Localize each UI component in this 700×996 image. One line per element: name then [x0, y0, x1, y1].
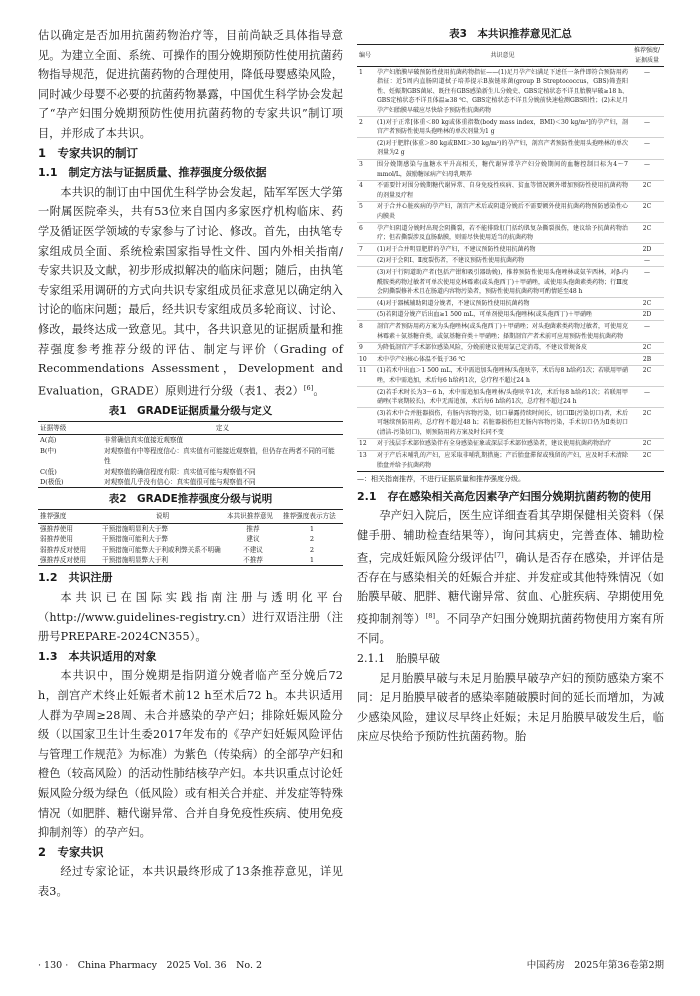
table-cell: 2D [630, 309, 664, 321]
table3-header-number: 编号 [357, 45, 375, 67]
footer-right: 中国药房 2025年第36卷第2期 [526, 960, 664, 971]
table-cell: 13 [357, 450, 375, 471]
table-row [357, 117, 664, 138]
table-cell: (1)对于正常[体重＜80 kg或体重指数(body mass index，BMI)＜30 kg/m²]的孕产妇，剖宫产者预防性使用头孢唑林的单次剂量为1 g [375, 117, 630, 138]
table-cell: 5 [357, 201, 375, 222]
section-1-heading: 1 专家共识的制订 [38, 145, 139, 160]
table1-header-level: 证据等级 [38, 422, 102, 435]
table-row [38, 523, 343, 534]
section-1-3-heading: 1.3 本共识适用的对象 [38, 649, 157, 663]
section-2-heading: 2 专家共识 [38, 844, 104, 859]
table-row [38, 467, 343, 477]
table-row [357, 342, 664, 354]
section-2-1-text: 孕产妇入院后，医生应详细查看其孕期保健相关资料（保健手册、辅助检查结果等），询问其病史，完善查体、辅助检查，完成妊娠风险分级评估 [357, 509, 664, 565]
table-cell: 建议 [246, 535, 260, 544]
table-cell: 7 [357, 244, 375, 256]
section-2-1-paragraph [357, 506, 664, 649]
section-1-1-heading: 1.1 制定方法与证据质量、推荐强度分级依据 [38, 166, 267, 180]
table-cell [357, 309, 375, 321]
table-cell: 10 [357, 354, 375, 366]
table3 [357, 44, 664, 472]
section-1-1-paragraph [38, 183, 343, 401]
table3-header-grade: 推荐强度/证据质量 [630, 45, 664, 67]
table-cell: (3)若术中合并脏器损伤，有肠内容物污染，切口暴露持续时间长，切口Ⅲ(污染切口)者，术后可继续预防用药，总疗程不超过48 h；若脏器损伤但无肠内容物污染，手术切口仍为Ⅱ类切口(清洁-污染切口)，则预防用药方案及时长同不变 [375, 408, 630, 439]
table-cell: 非常确信真实值接近观察值 [104, 436, 184, 445]
table-cell: 2B [630, 354, 664, 366]
table-cell: — [630, 321, 664, 342]
table-cell: C(低) [40, 467, 57, 476]
table-cell: 对观察值的确信程度有限：真实值可能与观察值不同 [104, 467, 256, 476]
table-cell: 对于产后未哺乳的产妇，应采取非哺乳期措施；产后胎盘滞留或残留的产妇，应及时手术清除胎盘并给予抗菌药物 [375, 450, 630, 471]
section-1-2-paragraph: 本共识已在国际实践指南注册与透明化平台（http://www.guidelines-registry.cn）进行双语注册（注册号PREPARE-2024CN355）。 [38, 591, 343, 644]
table-cell: 2C [630, 408, 664, 439]
section-1-1-text: 本共识的制订由中国优生科学协会发起，陆军军医大学第一附属医院牵头，共有53位来自国内多家医疗机构临床、药学及循证医学领域的专家参与了讨论、修改。首先，由执笔专家组成员全面、系统检索国家指导性文件、国内外相关指南/专家共识及文献，初步形成拟解决的临床问题；随后，由执笔专家组采用调研的方式向共识专家组成员征求意见以确定纳入讨论的临床问题；最后，经共识专家组成员多轮商议、讨论、修改，最终达成一致意见。其中，各共识意见的证据质量和推荐强度参考推荐分级的评估、制定与评价（Grading of Recommendations Assessment，Development and Evaluation，GRADE）原则进行分级（表1、表2） [38, 185, 343, 398]
table-cell: 干预措施明显弊大于利 [100, 555, 225, 566]
table3-note: —：相关指南推荐，不进行证据质量和推荐强度分级。 [357, 474, 525, 483]
table-cell: 弱推荐使用 [40, 535, 73, 544]
table-cell: 对观察值有中等程度信心：真实值有可能接近观察值，但仍存在两者不同的可能性 [104, 446, 335, 466]
table-row [357, 365, 664, 386]
table-cell [357, 298, 375, 310]
table1-header-definition: 定义 [102, 422, 343, 435]
table-cell: D(极低) [38, 477, 102, 488]
table-cell: 2C [630, 438, 664, 450]
section-2-1-1-paragraph: 足月胎膜早破与未足月胎膜早破孕产妇的预防感染方案不同：足月胎膜早破者的感染率随破膜时间的延长而增加，为减少感染风险，建议尽早终止妊娠；未足月胎膜早破发生后，临床应尽快给予预防性抗菌药物。胎 [357, 671, 664, 744]
table-row [357, 201, 664, 222]
table-cell: 2C [630, 180, 664, 201]
table-row [357, 321, 664, 342]
citation-6: [6] [303, 383, 314, 392]
table-cell: 围分娩期感染与血糖水平升高相关，糖代谢异常孕产妇分娩期间的血糖控制目标为4～7 mmol/L，鼓励糖尿病产妇母乳喂养 [375, 159, 630, 180]
table-cell: 12 [357, 438, 375, 450]
table-cell: A(高) [40, 436, 57, 445]
table-row [357, 438, 664, 450]
table-cell: 孕产妇阴道分娩时出现会阴撕裂，若不能排除肛门括约肌复杂撕裂损伤，建议给予抗菌药物治疗；但若撕裂涉及直肠黏膜，则需尽快使用适当的抗菌药物 [375, 223, 630, 244]
table-cell: 孕产妇胎膜早破预防性使用抗菌药物指征——(1)足月孕产妇满足下述任一条件即符合预防用药指征：近5周内直肠阴道拭子培养提示B族链球菌(group B Streptococcus，GBS)筛查阳性、妊娠期GBS菌尿、既往有GBS感染新生儿分娩史、GBS定植状态不详且胎膜早破≥18 h、GBS定植状态不详且体温≥38 ℃、GBS定植状态不详且分娩前快速检测GBS阳性；(2)未足月孕产妇胎膜早破应尽快给予预防性抗菌药物 [375, 67, 630, 117]
table-cell: — [630, 138, 664, 159]
section-2-1-mid: ，确认是否存在感染，并评估是否存在与感染相关的妊娠合并症、并发症或其他特殊情况（如胎膜早破、肥胖、糖代谢异常、贫血、心脏疾病、孕期使用免疫抑制剂等） [357, 551, 664, 626]
table-cell: (3)对于行阴道助产者(包括产钳和吸引器助娩)，推荐预防性使用头孢唑林或氨苄西林，对β-内酰胺类药物过敏者可单次使用克林霉素(或头孢西丁)＋甲硝唑，或使用头孢菌素类药物；行Ⅲ度会阴撕裂修补术且在肠道内容物污染者，预防性使用抗菌药物可酌情延至48 h [375, 267, 630, 298]
table-cell: 对于浅层手术部位感染伴有全身感染征象或深层手术部位感染者，建议使用抗菌药物治疗 [375, 438, 630, 450]
intro-paragraph: 估以确定是否加用抗菌药物治疗等，目前尚缺乏具体指导意见。为建立全面、系统、可操作的围分娩期预防性使用抗菌药物指导规范，促进抗菌药物的合理使用，降低母婴感染风险，同时减少母婴不必要的抗菌药物暴露，中国优生科学协会发起了“孕产妇围分娩期预防性使用抗菌药物的专家共识”制订项目，并形成了本共识。 [38, 29, 343, 140]
table-cell: (2)对于会阴Ⅰ、Ⅱ度裂伤者，不建议预防性使用抗菌药物 [375, 255, 630, 267]
table-cell: (1)对于合并明显肥胖的孕产妇，不建议预防性使用抗菌药物 [375, 244, 630, 256]
table-cell: 2C [630, 450, 664, 471]
table-cell: — [630, 387, 664, 408]
table-cell: 不建议 [243, 545, 263, 554]
table2-caption: 表2 GRADE推荐强度分级与说明 [108, 493, 273, 506]
section-2-1-1-heading: 2.1.1 胎膜早破 [357, 651, 440, 665]
table-cell: 不需要针对围分娩期糖代谢异常、自身免疫性疾病、贫血等情况额外增加预防性使用抗菌药物的剂量及疗程 [375, 180, 630, 201]
table3-body [357, 67, 664, 472]
right-column [357, 26, 664, 747]
table-cell: 6 [357, 223, 375, 244]
table-cell: 1 [309, 524, 315, 533]
section-2-1-heading: 2.1 存在感染相关高危因素孕产妇围分娩期抗菌药物的使用 [357, 489, 652, 503]
table-cell: 术中孕产妇核心体温不低于36 ℃ [375, 354, 630, 366]
table-cell: 2C [630, 365, 664, 386]
table-cell: 为降低剖宫产手术部位感染风险，分娩前建议使用氯己定消毒，不建议常规备皮 [375, 342, 630, 354]
table-cell: 2C [630, 298, 664, 310]
table-cell: 推荐 [246, 524, 260, 533]
table-cell: 8 [357, 321, 375, 342]
table1 [38, 421, 343, 488]
table-cell: 2C [630, 201, 664, 222]
table-cell: (2)对于肥胖(体重＞80 kg或BMI＞30 kg/m²)的孕产妇，剖宫产者预防性使用头孢唑林的单次剂量为2 g [375, 138, 630, 159]
table-cell: 2 [309, 545, 315, 554]
table-cell: (5)若阴道分娩产后出血≥1 500 mL，可单剂使用头孢唑林(或头孢西丁)＋甲硝唑 [375, 309, 630, 321]
table-row [357, 67, 664, 117]
table-cell: 1 [281, 555, 343, 566]
table-cell: 9 [357, 342, 375, 354]
table-cell: 2C [630, 223, 664, 244]
table-row [357, 159, 664, 180]
table-cell: 强推荐使用 [40, 524, 73, 533]
section-1-1-end: 。 [313, 384, 325, 398]
left-column [38, 26, 343, 902]
section-1-2-heading: 1.2 共识注册 [38, 571, 113, 585]
table-cell [357, 267, 375, 298]
table-cell [357, 138, 375, 159]
table-cell: 4 [357, 180, 375, 201]
table2-header-recommendation: 本共识推荐意见 [225, 510, 281, 523]
table-cell: 2 [309, 535, 315, 544]
table-row [357, 223, 664, 244]
table-cell: 11 [357, 365, 375, 386]
table-cell: (4)对于器械辅助阴道分娩者，不建议预防性使用抗菌药物 [375, 298, 630, 310]
table-row [38, 446, 343, 467]
table-row [357, 408, 664, 439]
table-row [357, 255, 664, 267]
table-row [357, 180, 664, 201]
table-row [357, 298, 664, 310]
table-cell: (2)若手术时长为3～6 h，术中需追加头孢唑林/头孢呋辛1次，术后每8 h给药1次；若联用甲硝唑(半衰期较长)，术中无需追加，术后每6 h给药1次，总疗程不超过24 h [375, 387, 630, 408]
table-cell: 对于合并心脏疾病的孕产妇，剖宫产术后或阴道分娩后不需要额外使用抗菌药物预防感染性心内膜炎 [375, 201, 630, 222]
table-row [357, 138, 664, 159]
table-row [357, 267, 664, 298]
table-cell [357, 387, 375, 408]
citation-7: [7] [494, 550, 504, 559]
section-2-1-end: 。不同孕产妇围分娩期抗菌药物使用方案有所不同。 [357, 612, 664, 646]
table-cell [357, 408, 375, 439]
table-cell: 3 [357, 159, 375, 180]
table-cell [357, 255, 375, 267]
section-1-3-paragraph: 本共识中，围分娩期是指阴道分娩者临产至分娩后72 h，剖宫产术终止妊娠者术前12 h至术后72 h。本共识适用人群为孕周≥28周、未合并感染的孕产妇；排除妊娠风险分级（以国家卫生计生委2017年发布的《孕产妇妊娠风险评估与管理工作规范》为标准）为紫色（传染病）的全部孕产妇和橙色（较高风险）的活动性肺结核孕产妇。本共识重点讨论妊娠风险分级为绿色（低风险）或有相关合并症、并发症等特殊情况（如肥胖、糖代谢异常、合并自身免疫性疾病、使用免疫抑制剂等）的孕产妇。 [38, 669, 343, 840]
table-row [357, 244, 664, 256]
table-cell: 干预措施可能利大于弊 [102, 535, 168, 544]
table2-header-strength: 推荐强度 [38, 510, 100, 523]
section-2-paragraph: 经过专家论证，本共识最终形成了13条推荐意见，详见表3。 [38, 865, 343, 898]
table-row [38, 545, 343, 555]
table-row [38, 435, 343, 446]
table2-header-description: 说明 [100, 510, 225, 523]
table-cell: — [630, 255, 664, 267]
table1-caption: 表1 GRADE证据质量分级与定义 [108, 405, 273, 418]
table-row [357, 450, 664, 471]
table-cell: 不推荐 [225, 555, 281, 566]
table-cell: 干预措施可能弊大于利或利弊关系不明确 [102, 545, 221, 554]
table-row [38, 534, 343, 544]
table3-header-opinion: 共识意见 [375, 45, 630, 67]
table-cell: 对观察值几乎没有信心：真实值很可能与观察值不同 [102, 477, 343, 488]
table-cell: 剖宫产者预防用药方案为头孢唑林(或头孢西丁)＋甲硝唑；对头孢菌素类药物过敏者，可使用克林霉素＋氨基糖苷类，或氨基糖苷类＋甲硝唑；择期剖宫产者术前可应用预防性使用抗菌药物 [375, 321, 630, 342]
table-row [357, 309, 664, 321]
table-cell: 2 [357, 117, 375, 138]
table-cell: 2C [630, 342, 664, 354]
footer-left: · 130 · China Pharmacy 2025 Vol. 36 No. 2 [38, 960, 263, 971]
table-cell: B(中) [40, 446, 57, 455]
table-cell: 2D [630, 244, 664, 256]
table-cell: 1 [357, 67, 375, 117]
table2 [38, 509, 343, 566]
table-cell: — [630, 117, 664, 138]
table-row [357, 354, 664, 366]
table-row [38, 555, 343, 566]
table-cell: 干预措施明显利大于弊 [102, 524, 168, 533]
table-cell: — [630, 267, 664, 298]
table-cell: 强推荐反对使用 [38, 555, 100, 566]
table2-header-notation: 推荐强度表示方法 [281, 510, 343, 523]
table-cell: 弱推荐反对使用 [40, 545, 87, 554]
table-cell: — [630, 159, 664, 180]
table-row [38, 477, 343, 488]
table-row [357, 387, 664, 408]
citation-8: [8] [425, 612, 436, 621]
table3-caption: 表3 本共识推荐意见汇总 [449, 28, 572, 40]
table-cell: — [630, 67, 664, 117]
table-cell: (1)若术中出血＞1 500 mL，术中需追加头孢唑林/头孢呋辛，术后每8 h给药1次；若联用甲硝唑，术中需追加，术后每6 h给药1次，总疗程不超过24 h [375, 365, 630, 386]
